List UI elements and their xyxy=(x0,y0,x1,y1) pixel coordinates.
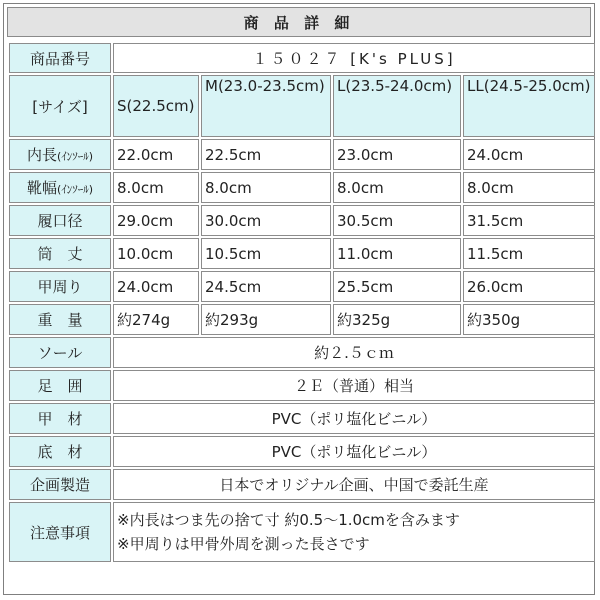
label-shaft-height: 筒 丈 xyxy=(9,238,111,269)
label-sole-material: 底 材 xyxy=(9,436,111,467)
value-product-number: １５０２７ [K's PLUS] xyxy=(113,43,595,73)
cell-inner-length-s: 22.0cm xyxy=(113,139,199,170)
cell-shaft-m: 10.5cm xyxy=(201,238,331,269)
cell-shaft-ll: 11.5cm xyxy=(463,238,595,269)
note-line: ※甲周りは甲骨外周を測った長さです xyxy=(117,535,370,553)
cell-shaft-l: 11.0cm xyxy=(333,238,461,269)
label-instep-girth: 甲周り xyxy=(9,271,111,302)
cell-opening-m: 30.0cm xyxy=(201,205,331,236)
size-col-ll: LL(24.5-25.0cm) xyxy=(463,75,595,137)
cell-shoe-width-l: 8.0cm xyxy=(333,172,461,203)
row-foot-girth xyxy=(9,370,595,401)
cell-instep-m: 24.5cm xyxy=(201,271,331,302)
cell-opening-ll: 31.5cm xyxy=(463,205,595,236)
label-sole: ソール xyxy=(9,337,111,368)
label-weight: 重 量 xyxy=(9,304,111,335)
cell-weight-s: 約274g xyxy=(113,304,199,335)
row-shaft-height xyxy=(9,238,595,269)
cell-inner-length-m: 22.5cm xyxy=(201,139,331,170)
cell-opening-s: 29.0cm xyxy=(113,205,199,236)
row-product-number xyxy=(9,43,595,73)
cell-weight-ll: 約350g xyxy=(463,304,595,335)
row-notes xyxy=(9,502,595,562)
label-notes: 注意事項 xyxy=(9,502,111,562)
size-col-l: L(23.5-24.0cm) xyxy=(333,75,461,137)
label-upper-material: 甲 材 xyxy=(9,403,111,434)
row-weight xyxy=(9,304,595,335)
cell-shoe-width-ll: 8.0cm xyxy=(463,172,595,203)
row-sole-material xyxy=(9,436,595,467)
value-notes xyxy=(113,502,595,562)
size-col-s: S(22.5cm) xyxy=(113,75,199,137)
cell-instep-s: 24.0cm xyxy=(113,271,199,302)
cell-opening-l: 30.5cm xyxy=(333,205,461,236)
product-details-table xyxy=(7,41,597,564)
row-opening-diameter xyxy=(9,205,595,236)
cell-shoe-width-m: 8.0cm xyxy=(201,172,331,203)
size-col-m: M(23.0-23.5cm) xyxy=(201,75,331,137)
value-sole: 約２.５ｃｍ xyxy=(113,337,595,368)
row-manufacturing xyxy=(9,469,595,500)
row-upper-material xyxy=(9,403,595,434)
cell-inner-length-ll: 24.0cm xyxy=(463,139,595,170)
row-shoe-width xyxy=(9,172,595,203)
label-opening-diameter: 履口径 xyxy=(9,205,111,236)
product-details-sheet xyxy=(3,3,595,595)
cell-instep-l: 25.5cm xyxy=(333,271,461,302)
label-inner-length: 内長(ｲﾝｿｰﾙ) xyxy=(9,139,111,170)
label-foot-girth: 足 囲 xyxy=(9,370,111,401)
cell-shoe-width-s: 8.0cm xyxy=(113,172,199,203)
row-inner-length xyxy=(9,139,595,170)
cell-weight-l: 約325g xyxy=(333,304,461,335)
note-line: ※内長はつま先の捨て寸 約0.5～1.0cmを含みます xyxy=(117,511,460,529)
product-details-title: 商 品 詳 細 xyxy=(7,7,591,37)
label-product-number: 商品番号 xyxy=(9,43,111,73)
cell-shaft-s: 10.0cm xyxy=(113,238,199,269)
label-shoe-width: 靴幅(ｲﾝｿｰﾙ) xyxy=(9,172,111,203)
cell-weight-m: 約293g xyxy=(201,304,331,335)
row-size-header xyxy=(9,75,595,137)
value-upper-material: PVC（ポリ塩化ビニル） xyxy=(113,403,595,434)
cell-inner-length-l: 23.0cm xyxy=(333,139,461,170)
row-sole xyxy=(9,337,595,368)
value-foot-girth: ２Ｅ（普通）相当 xyxy=(113,370,595,401)
value-manufacturing: 日本でオリジナル企画、中国で委託生産 xyxy=(113,469,595,500)
label-size: [サイズ] xyxy=(9,75,111,137)
cell-instep-ll: 26.0cm xyxy=(463,271,595,302)
value-sole-material: PVC（ポリ塩化ビニル） xyxy=(113,436,595,467)
row-instep-girth xyxy=(9,271,595,302)
label-manufacturing: 企画製造 xyxy=(9,469,111,500)
